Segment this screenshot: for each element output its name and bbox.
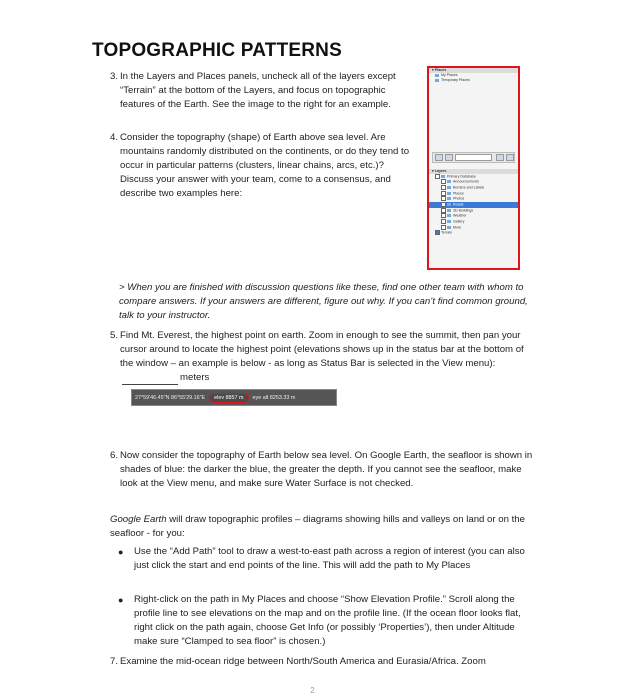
layer-icon [447,180,451,183]
layer-item: Primary Database [429,174,518,180]
layers-header: ▾ Layers [429,169,518,174]
bullet-dot: ● [118,595,124,605]
up-arrow-icon [496,154,504,161]
layer-item: 3D Buildings [429,208,518,214]
layer-icon [447,197,451,200]
places-layers-screenshot [427,66,520,270]
checkbox-icon [441,219,446,224]
status-bar-example [131,389,337,406]
question-7 [110,655,540,669]
down-arrow-icon [506,154,514,161]
google-earth-intro [110,513,535,541]
folder-icon [435,74,439,77]
bullet-dot: ● [118,547,124,557]
bullet-item [118,593,530,649]
question-4 [110,131,420,201]
places-header: ▾ Places [429,68,518,73]
panel-search-field [455,154,492,161]
layer-item: Photos [429,196,518,202]
intro-text: will draw topographic profiles – diagrams showing hills and valleys on land or on the seafloor - for you: [110,514,525,539]
layer-item: Borders and Labels [429,185,518,191]
layer-icon [447,226,451,229]
question-text: Find Mt. Everest, the highest point on earth. Zoom in enough to see the summit, then pan your cursor around to locate the highest point (elevations shows up in the status bar at the bottom of the window – an example is below - as long as Status Bar is selected in the View menu): [120,330,524,369]
places-item: My Places [429,73,518,78]
panel-toolbar [432,152,515,163]
layer-item: Announcements [429,179,518,185]
checkbox-icon [441,225,446,230]
layer-icon [447,186,451,189]
unit-label: meters [180,372,210,383]
layer-item-terrain: Terrain [429,230,518,236]
globe-icon [441,175,445,178]
question-text: Now consider the topography of Earth below sea level. On Google Earth, the seafloor is shown in shades of blue: the darker the blue, the greater the depth. If you cannot see the seafloor, make look at the View menu, and make sure Water Surface is not checked. [120,450,533,489]
places-empty-area [429,84,518,150]
question-number: 3. [110,71,119,82]
question-text: Examine the mid-ocean ridge between North/South America and Eurasia/Africa. Zoom [120,656,486,667]
question-3 [110,70,420,112]
layer-item: Gallery [429,219,518,225]
question-number: 4. [110,132,119,143]
checkbox-icon [441,208,446,213]
checkbox-icon [441,191,446,196]
question-number: 5. [110,330,119,341]
discussion-note: > When you are finished with discussion questions like these, find one other team with whom to compare answers. If your answers are different, figure out why. If you can’t find common ground, talk to your instructor. [119,282,528,321]
question-number: 6. [110,450,119,461]
layer-item: Places [429,191,518,197]
panel-toggle-icon [445,154,453,161]
google-earth-name: Google Earth [110,514,167,525]
checkbox-checked-icon [435,230,440,235]
layer-icon [447,192,451,195]
checkbox-icon [441,196,446,201]
question-number: 7. [110,656,119,667]
checkbox-icon [441,185,446,190]
layer-icon [447,220,451,223]
status-coordinates: 27°59'46.45"N 86°55'29.16"E [135,394,206,401]
checkbox-icon [441,202,446,207]
question-text: Consider the topography (shape) of Earth above sea level. Are mountains randomly distributed on the continents, or do they tend to occur in particular patterns (clusters, linear chains, arcs, etc.)? Discuss your answer with your team, come to a consensus, and describe two examples here: [120,132,410,199]
question-5 [110,329,530,385]
layer-icon [447,209,451,212]
question-text: In the Layers and Places panels, uncheck all of the layers except “Terrain” at the bottom of the Layers, and focus on topographic features of the Earth. See the image to the right for an example. [120,71,396,110]
bullet-text: Use the “Add Path” tool to draw a west-to-east path across a region of interest (you can also just click the start and end points of the line. This will add the path to My Places [134,546,525,571]
layer-item-selected: Roads [429,202,518,208]
places-item: Temporary Places [429,78,518,83]
checkbox-icon [435,174,440,179]
answer-blank [122,376,178,385]
search-icon [435,154,443,161]
page-title: TOPOGRAPHIC PATTERNS [92,40,342,61]
layer-item: Weather [429,213,518,219]
layer-item: More [429,225,518,231]
layer-icon [447,214,451,217]
folder-icon [435,79,439,82]
page-number: 2 [310,686,315,695]
layer-icon [447,203,451,206]
bullet-text: Right-click on the path in My Places and choose “Show Elevation Profile.” Scroll along the profile line to see elevations on the map and on the profile line. (If the ocean floor looks flat, right click on the path again, choose Get Info (or possibly ‘Properties’), then under Altitude make sure “Clamped to sea floor” is chosen.) [134,594,521,647]
question-6 [110,449,535,491]
checkbox-icon [441,213,446,218]
status-eye-altitude: eye alt 8253.33 m [252,394,296,401]
bullet-item [118,545,530,573]
checkbox-icon [441,179,446,184]
status-elevation: elev 8857 m [209,393,248,403]
